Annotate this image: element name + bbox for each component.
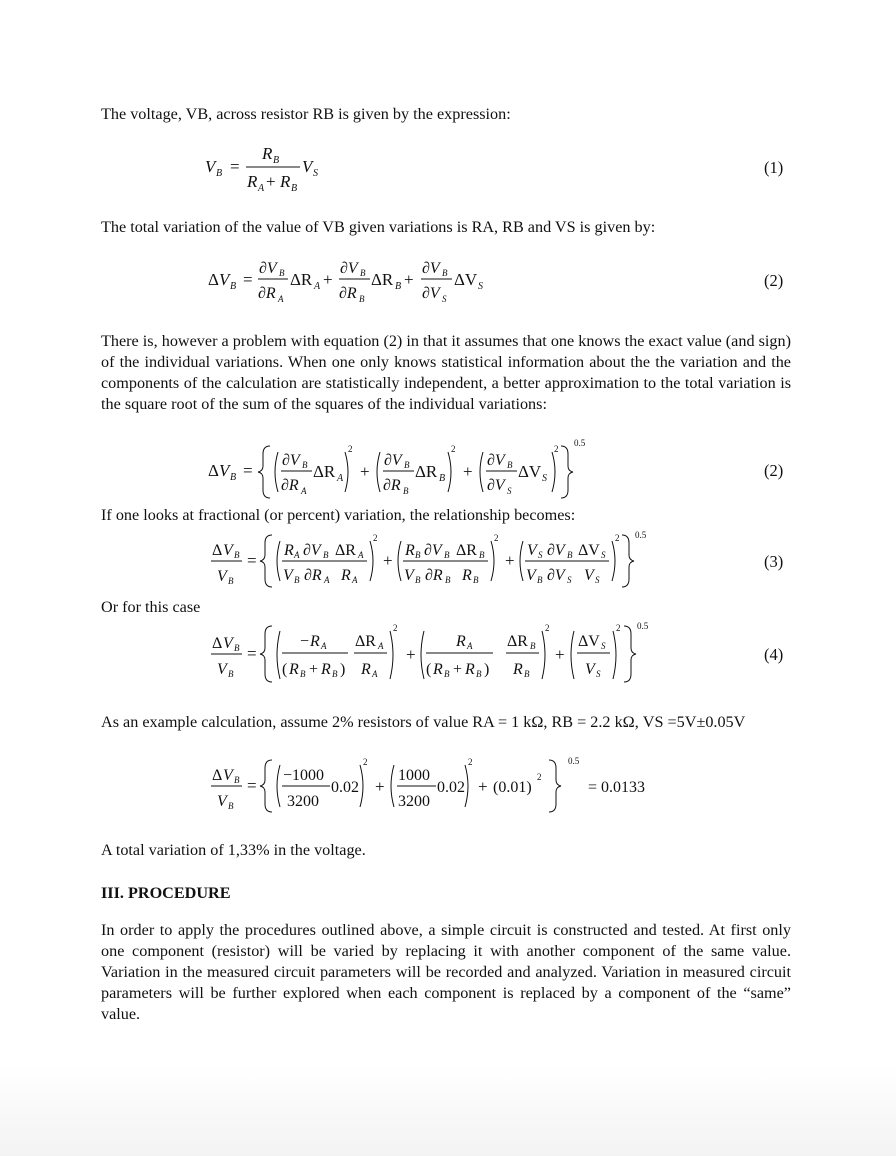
- example-numerator-neg: −1000: [283, 767, 325, 784]
- svg-text:+: +: [505, 551, 515, 570]
- svg-text:A: A: [258, 183, 265, 194]
- svg-text:V: V: [585, 661, 595, 678]
- svg-text:∂V: ∂V: [259, 260, 277, 277]
- svg-text:S: S: [601, 641, 606, 651]
- example-denominator: 3200: [287, 793, 319, 810]
- svg-text:∂V: ∂V: [547, 567, 565, 584]
- example-text: [101, 712, 801, 733]
- svg-text:=: =: [243, 270, 253, 289]
- svg-text:+: +: [383, 551, 393, 570]
- example-denominator: 3200: [398, 793, 430, 810]
- svg-text:ΔV: ΔV: [578, 542, 600, 559]
- square-exponent: 2: [393, 623, 398, 633]
- svg-text:+: +: [453, 661, 463, 678]
- svg-text:B: B: [234, 775, 240, 785]
- svg-text:R: R: [405, 542, 415, 559]
- svg-text:V: V: [219, 461, 230, 480]
- svg-text:B: B: [291, 183, 298, 194]
- svg-text:B: B: [476, 669, 482, 679]
- svg-text:B: B: [403, 486, 409, 496]
- svg-text:B: B: [300, 669, 306, 679]
- svg-text:B: B: [302, 460, 308, 470]
- example-result: = 0.0133: [588, 779, 646, 796]
- svg-text:R: R: [341, 567, 351, 584]
- case-line: Or for this case: [101, 598, 201, 616]
- page-bottom-shade: [0, 1066, 896, 1156]
- svg-text:B: B: [279, 268, 285, 278]
- example-factor: 0.02: [437, 779, 465, 796]
- svg-text:∂R: ∂R: [258, 285, 276, 302]
- svg-text:ΔR: ΔR: [507, 633, 528, 650]
- svg-text:B: B: [216, 168, 223, 179]
- svg-text:B: B: [444, 669, 450, 679]
- svg-text:∂V: ∂V: [340, 260, 358, 277]
- svg-text:∂R: ∂R: [304, 567, 322, 584]
- svg-text:∂V: ∂V: [547, 542, 565, 559]
- svg-text:R: R: [513, 661, 523, 678]
- square-exponent: 2: [363, 757, 368, 767]
- equation-4: [210, 618, 670, 692]
- svg-text:A: A: [321, 641, 327, 651]
- square-exponent: 2: [545, 623, 550, 633]
- svg-text:∂R: ∂R: [281, 477, 299, 494]
- fractional-line: If one looks at fractional (or percent) variation, the relationship becomes:: [101, 506, 576, 524]
- svg-text:−: −: [300, 633, 310, 650]
- svg-text:V: V: [205, 157, 216, 176]
- svg-text:A: A: [324, 575, 330, 585]
- svg-text:=: =: [247, 644, 257, 663]
- svg-text:A: A: [378, 641, 384, 651]
- svg-text:R: R: [433, 661, 443, 678]
- svg-text:B: B: [567, 550, 573, 560]
- svg-text:B: B: [228, 669, 234, 679]
- intro-line: The voltage, VB, across resistor RB is given by the expression:: [101, 105, 511, 123]
- svg-text:=: =: [230, 157, 240, 176]
- svg-text:V: V: [404, 567, 414, 584]
- svg-text:+: +: [478, 777, 488, 796]
- svg-text:V: V: [283, 567, 293, 584]
- svg-text:B: B: [228, 576, 234, 586]
- svg-text:B: B: [473, 575, 479, 585]
- svg-text:∂V: ∂V: [424, 542, 442, 559]
- svg-text:+: +: [360, 462, 370, 481]
- svg-text:S: S: [542, 473, 547, 484]
- svg-text:ΔR: ΔR: [456, 542, 477, 559]
- svg-text:A: A: [294, 550, 300, 560]
- svg-text:∂R: ∂R: [383, 477, 401, 494]
- svg-text:Δ: Δ: [212, 635, 223, 652]
- svg-text:=: =: [247, 551, 257, 570]
- svg-text:+: +: [555, 645, 565, 664]
- equation-2-number: (2): [764, 271, 784, 290]
- equation-1-number: (1): [764, 158, 784, 177]
- svg-text:B: B: [445, 575, 451, 585]
- svg-text:A: A: [278, 294, 284, 304]
- square-exponent: 2: [616, 623, 621, 633]
- equation-2: [208, 254, 508, 310]
- svg-text:V: V: [223, 767, 233, 784]
- svg-text:S: S: [442, 294, 447, 304]
- intro-text: [101, 104, 791, 125]
- svg-text:A: A: [467, 641, 473, 651]
- svg-text:∂V: ∂V: [487, 452, 505, 469]
- svg-text:B: B: [332, 669, 338, 679]
- square-exponent: 2: [373, 533, 378, 543]
- svg-text:(: (: [426, 661, 432, 678]
- svg-text:R: R: [321, 661, 331, 678]
- equation-2b-number: (2): [764, 461, 784, 480]
- svg-text:ΔR: ΔR: [371, 270, 394, 289]
- total-line: A total variation of 1,33% in the voltage.: [101, 841, 366, 859]
- svg-text:Δ: Δ: [212, 542, 223, 559]
- procedure-heading: III. PROCEDURE: [101, 884, 231, 902]
- svg-text:∂V: ∂V: [384, 452, 402, 469]
- svg-text:B: B: [230, 281, 237, 292]
- exponent-half: 0.5: [568, 756, 580, 766]
- svg-text:B: B: [442, 268, 448, 278]
- svg-text:B: B: [439, 473, 446, 484]
- svg-text:+: +: [375, 777, 385, 796]
- svg-text:S: S: [601, 550, 606, 560]
- exponent-half: 0.5: [635, 530, 647, 540]
- square-exponent: 2: [615, 533, 620, 543]
- svg-text:V: V: [584, 567, 594, 584]
- svg-text:B: B: [415, 550, 421, 560]
- procedure-text: In order to apply the procedures outlined above, a simple circuit is constructed and tested. At first only one component (resistor) will be varied by replacing it with another component of the same value. Variation in the measured circuit parameters will be recorded and analyzed. Variation in measured circuit parameters will be further explored when each component is replaced by a component of the “same” value.: [101, 921, 791, 1023]
- svg-text:S: S: [567, 575, 572, 585]
- svg-text:B: B: [444, 550, 450, 560]
- svg-text:B: B: [479, 550, 485, 560]
- svg-text:B: B: [273, 155, 280, 166]
- svg-text:+: +: [323, 270, 333, 289]
- case-text: [101, 597, 791, 618]
- svg-text:A: A: [314, 281, 321, 292]
- svg-text:B: B: [415, 575, 421, 585]
- svg-text:V: V: [527, 542, 537, 559]
- svg-text:A: A: [358, 550, 364, 560]
- equation-3: [210, 528, 680, 594]
- equation-2-rss: [208, 436, 588, 506]
- svg-text:B: B: [234, 550, 240, 560]
- svg-text:(: (: [282, 661, 288, 678]
- svg-text:ΔV: ΔV: [518, 462, 542, 481]
- exponent-half: 0.5: [574, 438, 586, 448]
- svg-text:V: V: [526, 567, 536, 584]
- fractional-text: [101, 505, 791, 526]
- square-exponent: 2: [468, 757, 473, 767]
- svg-text:S: S: [595, 575, 600, 585]
- svg-text:+: +: [406, 645, 416, 664]
- svg-text:A: A: [352, 575, 358, 585]
- example-tolerance: (0.01): [493, 779, 532, 796]
- svg-text:ΔR: ΔR: [335, 542, 356, 559]
- svg-text:+: +: [266, 172, 276, 191]
- total-text: [101, 840, 791, 861]
- svg-text:B: B: [395, 281, 402, 292]
- square-exponent: 2: [554, 444, 559, 454]
- svg-text:=: =: [247, 776, 257, 795]
- variation-line: The total variation of the value of VB given variations is RA, RB and VS is given by:: [101, 218, 656, 236]
- svg-text:∂V: ∂V: [282, 452, 300, 469]
- example-factor: 0.02: [331, 779, 359, 796]
- svg-text:S: S: [313, 168, 318, 179]
- svg-text:+: +: [463, 462, 473, 481]
- svg-text:B: B: [234, 643, 240, 653]
- svg-text:B: B: [507, 460, 513, 470]
- svg-text:R: R: [262, 144, 273, 163]
- svg-text:B: B: [230, 472, 237, 483]
- svg-text:R: R: [361, 661, 371, 678]
- svg-text:R: R: [462, 567, 472, 584]
- svg-text:B: B: [537, 575, 543, 585]
- problem-paragraph: [101, 331, 791, 415]
- svg-text:V: V: [217, 568, 227, 585]
- svg-text:∂V: ∂V: [303, 542, 321, 559]
- svg-text:V: V: [302, 157, 313, 176]
- equation-4-number: (4): [764, 645, 784, 664]
- svg-text:ΔR: ΔR: [355, 633, 376, 650]
- svg-text:ΔR: ΔR: [415, 462, 438, 481]
- svg-text:ΔV: ΔV: [454, 270, 478, 289]
- variation-text: [101, 217, 791, 238]
- svg-text:B: B: [323, 550, 329, 560]
- square-exponent: 2: [451, 444, 456, 454]
- square-exponent: 2: [537, 772, 542, 782]
- equation-1: [205, 142, 345, 196]
- procedure-paragraph: [101, 920, 791, 1025]
- svg-text:A: A: [372, 669, 378, 679]
- svg-text:S: S: [478, 281, 483, 292]
- svg-text:S: S: [507, 486, 512, 496]
- svg-text:Δ: Δ: [208, 270, 219, 289]
- svg-text:ΔR: ΔR: [313, 462, 336, 481]
- svg-text:+: +: [309, 661, 319, 678]
- problem-text: There is, however a problem with equation (2) in that it assumes that one knows the exact value (and sign) of the individual variations. When one only knows statistical information about the the variation and the components of the calculation are statistically independent, a better approximation to the total variation is the square root of the sum of the squares of the individual variations:: [101, 332, 791, 413]
- svg-text:B: B: [360, 268, 366, 278]
- svg-text:V: V: [219, 270, 230, 289]
- svg-text:Δ: Δ: [212, 767, 223, 784]
- svg-text:A: A: [301, 486, 307, 496]
- svg-text:): ): [484, 661, 490, 678]
- svg-text:ΔV: ΔV: [578, 633, 600, 650]
- svg-text:B: B: [228, 801, 234, 811]
- svg-text:V: V: [217, 661, 227, 678]
- svg-text:∂R: ∂R: [339, 285, 357, 302]
- svg-text:V: V: [223, 635, 233, 652]
- svg-text:∂V: ∂V: [422, 260, 440, 277]
- svg-text:B: B: [524, 669, 530, 679]
- equation-3-number: (3): [764, 552, 784, 571]
- svg-text:B: B: [359, 294, 365, 304]
- svg-text:Δ: Δ: [208, 461, 219, 480]
- svg-text:B: B: [404, 460, 410, 470]
- svg-text:∂V: ∂V: [422, 285, 440, 302]
- example-equation: [210, 752, 670, 818]
- exponent-half: 0.5: [637, 621, 649, 631]
- svg-text:A: A: [337, 473, 344, 484]
- svg-text:): ): [340, 661, 346, 678]
- svg-text:ΔR: ΔR: [290, 270, 313, 289]
- svg-text:S: S: [596, 669, 601, 679]
- svg-text:V: V: [217, 793, 227, 810]
- svg-text:R: R: [310, 633, 320, 650]
- example-numerator: 1000: [398, 767, 430, 784]
- svg-text:B: B: [294, 575, 300, 585]
- svg-text:V: V: [223, 542, 233, 559]
- svg-text:R: R: [289, 661, 299, 678]
- svg-text:R: R: [280, 172, 291, 191]
- example-line: As an example calculation, assume 2% resistors of value RA = 1 kΩ, RB = 2.2 kΩ, VS =5V±0.05V: [101, 713, 746, 731]
- svg-text:+: +: [404, 270, 414, 289]
- svg-text:R: R: [284, 542, 294, 559]
- svg-text:R: R: [456, 633, 466, 650]
- square-exponent: 2: [348, 444, 353, 454]
- svg-text:∂V: ∂V: [487, 477, 505, 494]
- svg-text:B: B: [530, 641, 536, 651]
- svg-text:R: R: [465, 661, 475, 678]
- svg-text:=: =: [243, 461, 253, 480]
- svg-text:R: R: [247, 172, 258, 191]
- svg-text:∂R: ∂R: [425, 567, 443, 584]
- svg-text:S: S: [538, 550, 543, 560]
- square-exponent: 2: [494, 533, 499, 543]
